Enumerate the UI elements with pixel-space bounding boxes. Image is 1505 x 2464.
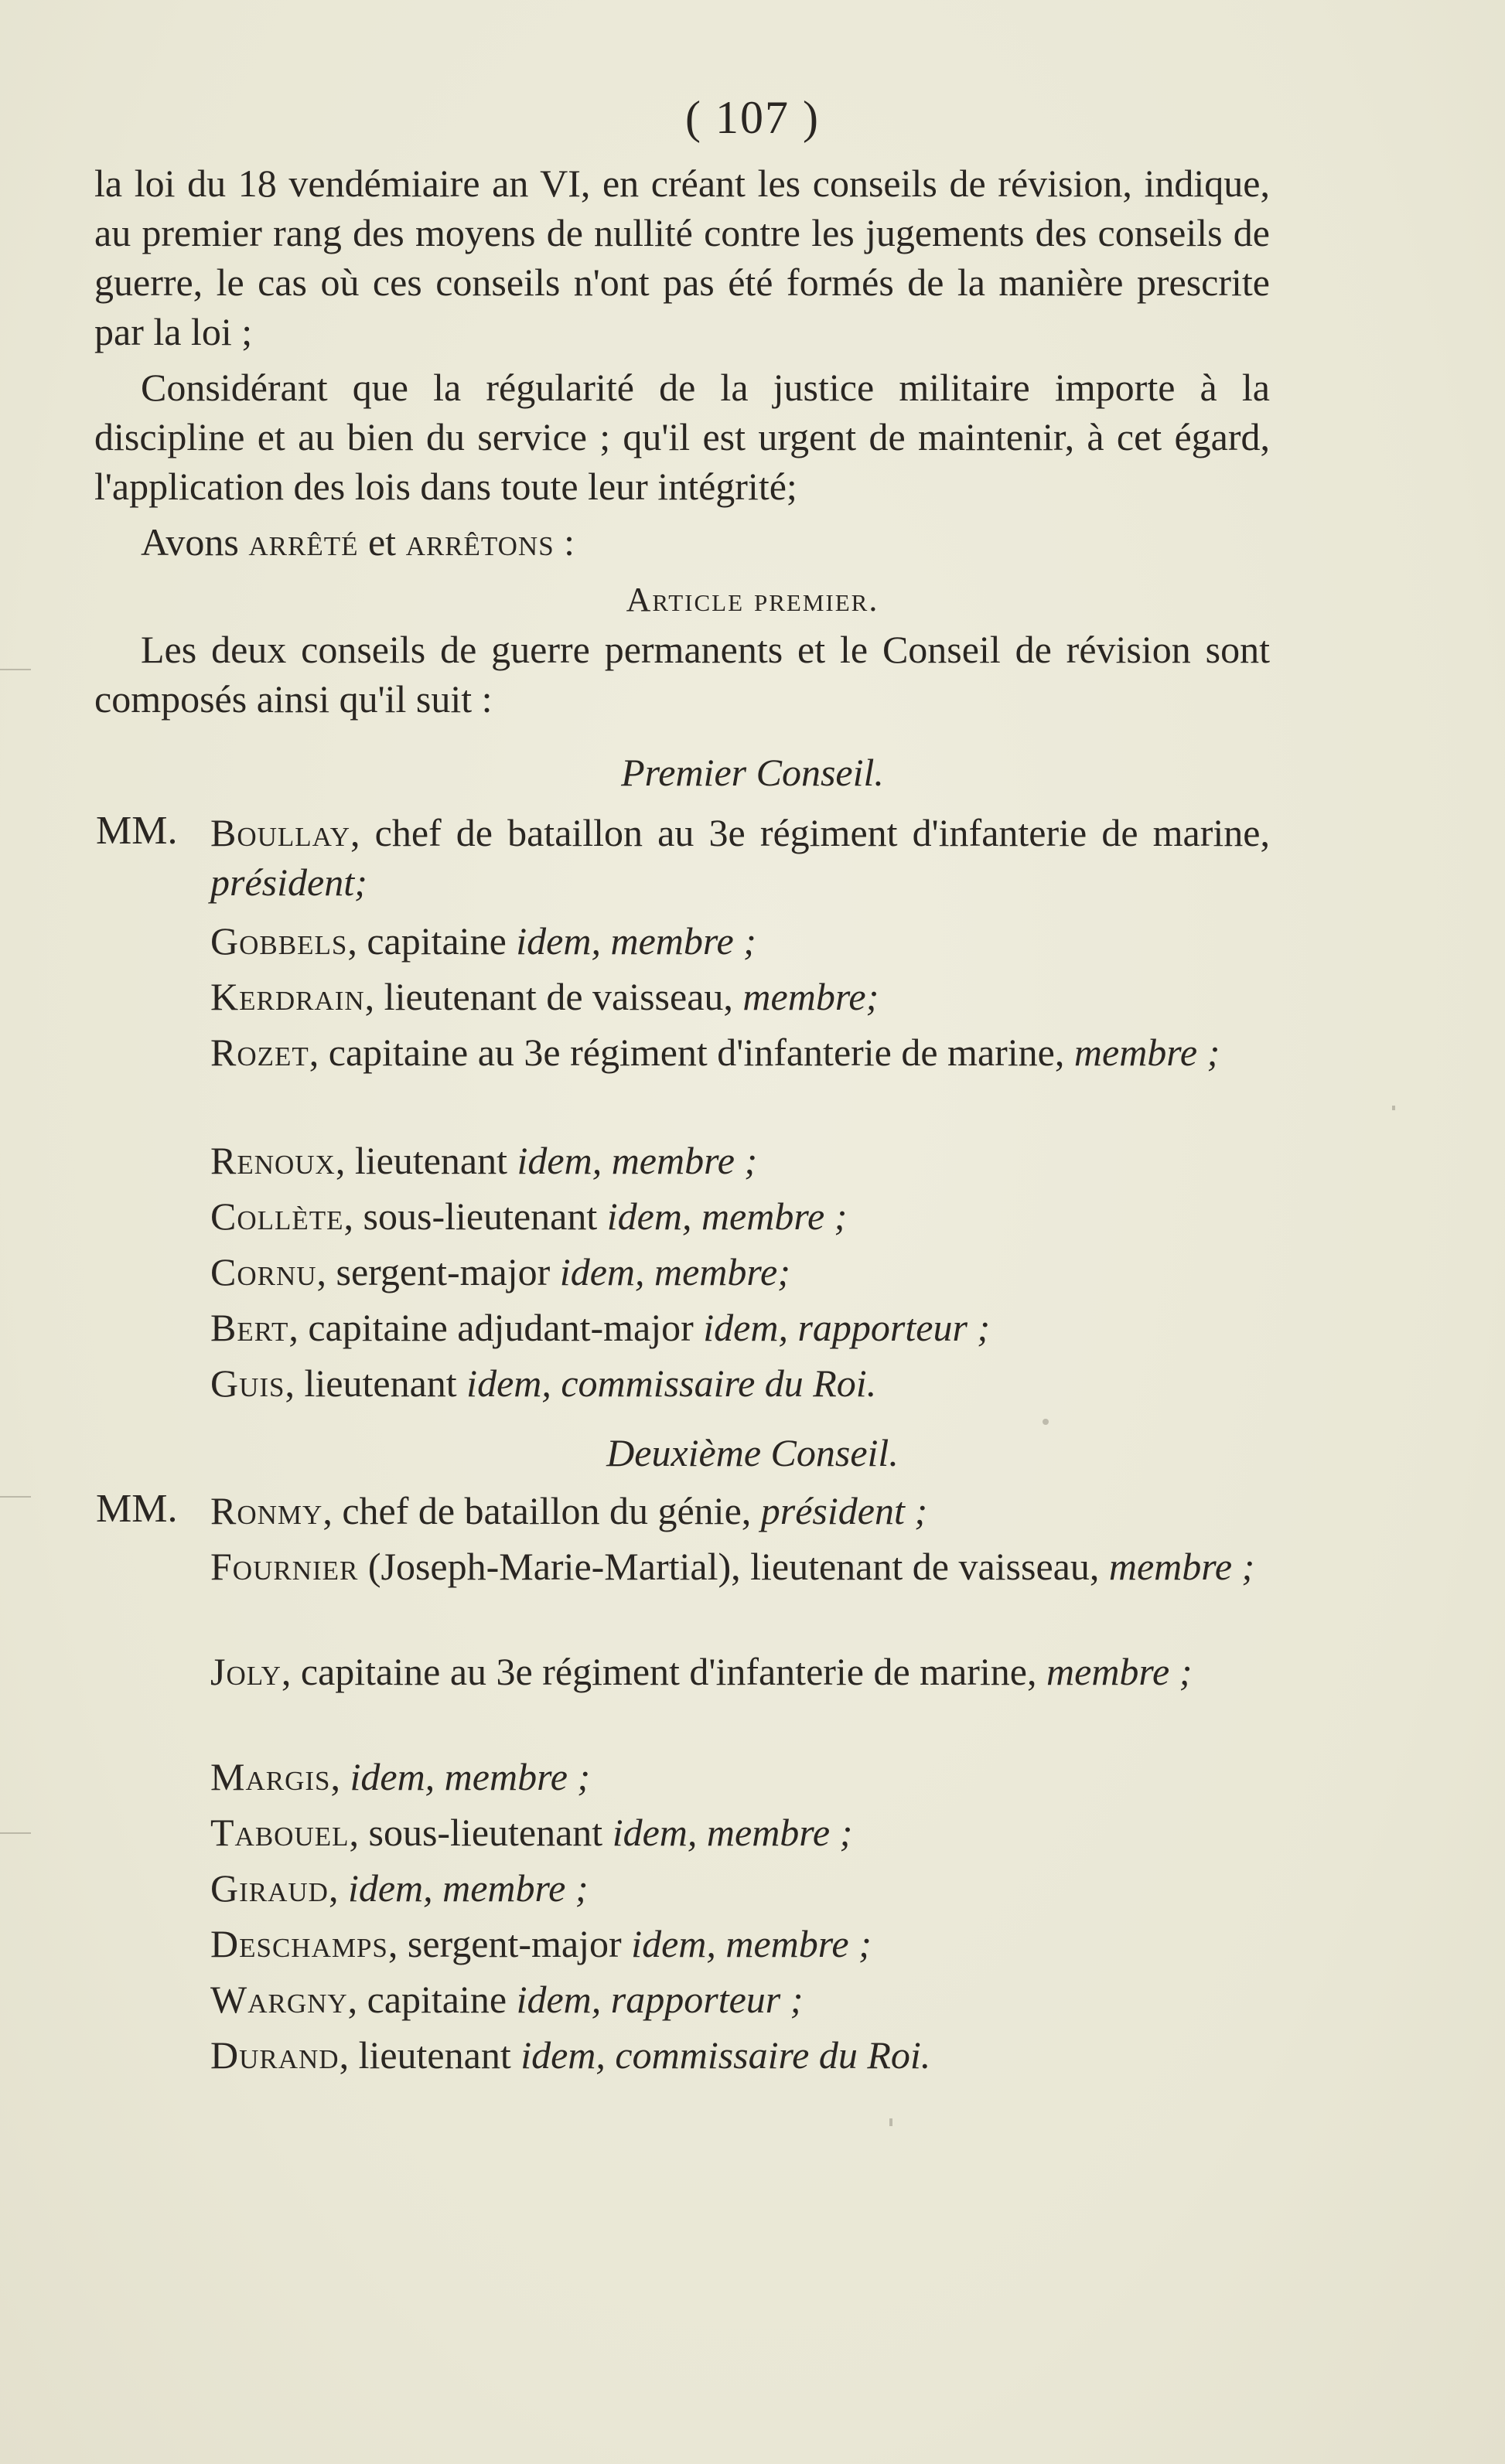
member-role: membre ; — [1108, 1545, 1255, 1588]
member-desc: , — [328, 1866, 348, 1910]
mm-label-2: MM. — [96, 1487, 178, 1531]
member-name: Guis — [210, 1362, 285, 1405]
member-name: Durand — [210, 2033, 340, 2077]
member-name: Boullay — [210, 811, 350, 854]
member-entry — [210, 2030, 1270, 2080]
member-role: membre ; — [1046, 1650, 1193, 1693]
member-desc: , capitaine — [347, 919, 517, 963]
member-name: Ronmy — [210, 1489, 323, 1532]
member-role: idem, membre ; — [350, 1755, 591, 1798]
member-role: idem, membre ; — [631, 1922, 872, 1965]
member-name: Gobbels — [210, 919, 348, 963]
member-desc: (Joseph-Marie-Martial), lieutenant de vaisseau, — [358, 1545, 1109, 1588]
member-desc: , sous-lieutenant — [343, 1195, 607, 1238]
intro-paragraph-2: Considérant que la régularité de la justice militaire importe à la discipline et au bien du service ; qu'il est urgent de maintenir, à cet égard, l'application des lois dans toute leur intégrité; — [94, 366, 1270, 508]
member-name: Deschamps — [210, 1922, 388, 1965]
member-name: Tabouel — [210, 1811, 350, 1854]
member-name: Joly — [210, 1650, 282, 1693]
member-entry — [210, 1303, 1270, 1352]
article-text-block — [94, 625, 1270, 730]
member-desc: , capitaine adjudant-major — [288, 1306, 704, 1349]
member-desc: , lieutenant — [335, 1139, 517, 1182]
member-entry — [210, 1975, 1270, 2024]
member-entry — [210, 808, 1270, 907]
member-desc: , sergent-major — [387, 1922, 632, 1965]
decree-arretons: arrêtons — [405, 520, 555, 564]
member-desc: , chef de bataillon du génie, — [322, 1489, 761, 1532]
member-desc: , capitaine au 3e régiment d'infanterie de marine, — [309, 1031, 1074, 1074]
member-desc: , chef de bataillon au 3e régiment d'infanterie de marine, — [350, 811, 1270, 854]
council-title-2: Deuxième Conseil. — [606, 1431, 899, 1474]
margin-mark — [0, 1496, 31, 1498]
member-entry — [210, 1919, 1270, 1968]
member-name: Rozet — [210, 1031, 309, 1074]
member-name: Wargny — [210, 1978, 348, 2021]
mm-label-1: MM. — [96, 809, 178, 853]
member-desc: , capitaine au 3e régiment d'infanterie de marine, — [281, 1650, 1047, 1693]
member-desc: , sous-lieutenant — [349, 1811, 613, 1854]
member-entry — [210, 1542, 1270, 1591]
member-role: idem, membre ; — [347, 1866, 589, 1910]
intro-paragraph-1: la loi du 18 vendémiaire an VI, en créant les conseils de révision, indique, au premier rang des moyens de nullité contre les jugements des conseils de guerre, le cas où ces conseils n'ont pas été formés de la manière prescrite par la loi ; — [94, 162, 1270, 353]
member-role: idem, membre ; — [516, 919, 756, 963]
member-desc: , lieutenant de vaisseau, — [364, 975, 743, 1018]
article-text: Les deux conseils de guerre permanents et le Conseil de révision sont composés ainsi qu'il suit : — [94, 628, 1270, 721]
member-name: Kerdrain — [210, 975, 365, 1018]
member-name: Bert — [210, 1306, 289, 1349]
member-role: idem, membre ; — [612, 1811, 853, 1854]
member-role: idem, rapporteur ; — [703, 1306, 991, 1349]
member-entry — [210, 1863, 1270, 1913]
member-role: idem, membre ; — [517, 1139, 758, 1182]
decree-colon: : — [564, 520, 575, 564]
council-title-1: Premier Conseil. — [621, 751, 884, 794]
decree-arrete: arrêté — [248, 520, 359, 564]
member-role: idem, rapporteur ; — [516, 1978, 804, 2021]
member-name: Giraud — [210, 1866, 329, 1910]
member-entry — [210, 972, 1270, 1021]
member-name: Fournier — [210, 1545, 359, 1588]
member-entry — [210, 1028, 1270, 1077]
member-entry — [210, 1808, 1270, 1857]
decree-line — [94, 517, 1270, 567]
member-role: idem, commissaire du Roi. — [520, 2033, 931, 2077]
margin-mark — [0, 1832, 31, 1834]
member-desc: , lieutenant — [285, 1362, 467, 1405]
member-name: Margis — [210, 1755, 331, 1798]
member-role: membre; — [742, 975, 879, 1018]
member-role: idem, membre; — [559, 1250, 790, 1293]
member-desc: , capitaine — [347, 1978, 517, 2021]
article-heading: Article premier. — [626, 581, 879, 619]
member-desc: , — [330, 1755, 350, 1798]
member-name: Collète — [210, 1195, 344, 1238]
member-role: président ; — [760, 1489, 928, 1532]
paper-speck — [1043, 1419, 1049, 1425]
member-entry — [210, 1752, 1270, 1801]
paper-speck — [889, 2118, 892, 2126]
member-entry — [210, 916, 1270, 966]
member-entry — [210, 1191, 1270, 1241]
margin-mark — [0, 669, 31, 670]
member-name: Cornu — [210, 1250, 317, 1293]
member-role: idem, commissaire du Roi. — [466, 1362, 877, 1405]
decree-et: et — [367, 520, 397, 564]
paper-speck — [1392, 1106, 1395, 1110]
member-entry — [210, 1136, 1270, 1185]
member-role: idem, membre ; — [606, 1195, 848, 1238]
member-entry — [210, 1486, 1270, 1535]
member-role: président; — [210, 861, 367, 904]
member-entry — [210, 1647, 1270, 1696]
member-desc: , lieutenant — [339, 2033, 521, 2077]
page-number: ( 107 ) — [685, 92, 820, 143]
decree-avons: Avons — [141, 520, 239, 564]
member-name: Renoux — [210, 1139, 336, 1182]
member-entry — [210, 1247, 1270, 1297]
intro-text — [94, 158, 1270, 573]
member-desc: , sergent-major — [316, 1250, 560, 1293]
member-role: membre ; — [1073, 1031, 1220, 1074]
member-entry — [210, 1358, 1270, 1408]
